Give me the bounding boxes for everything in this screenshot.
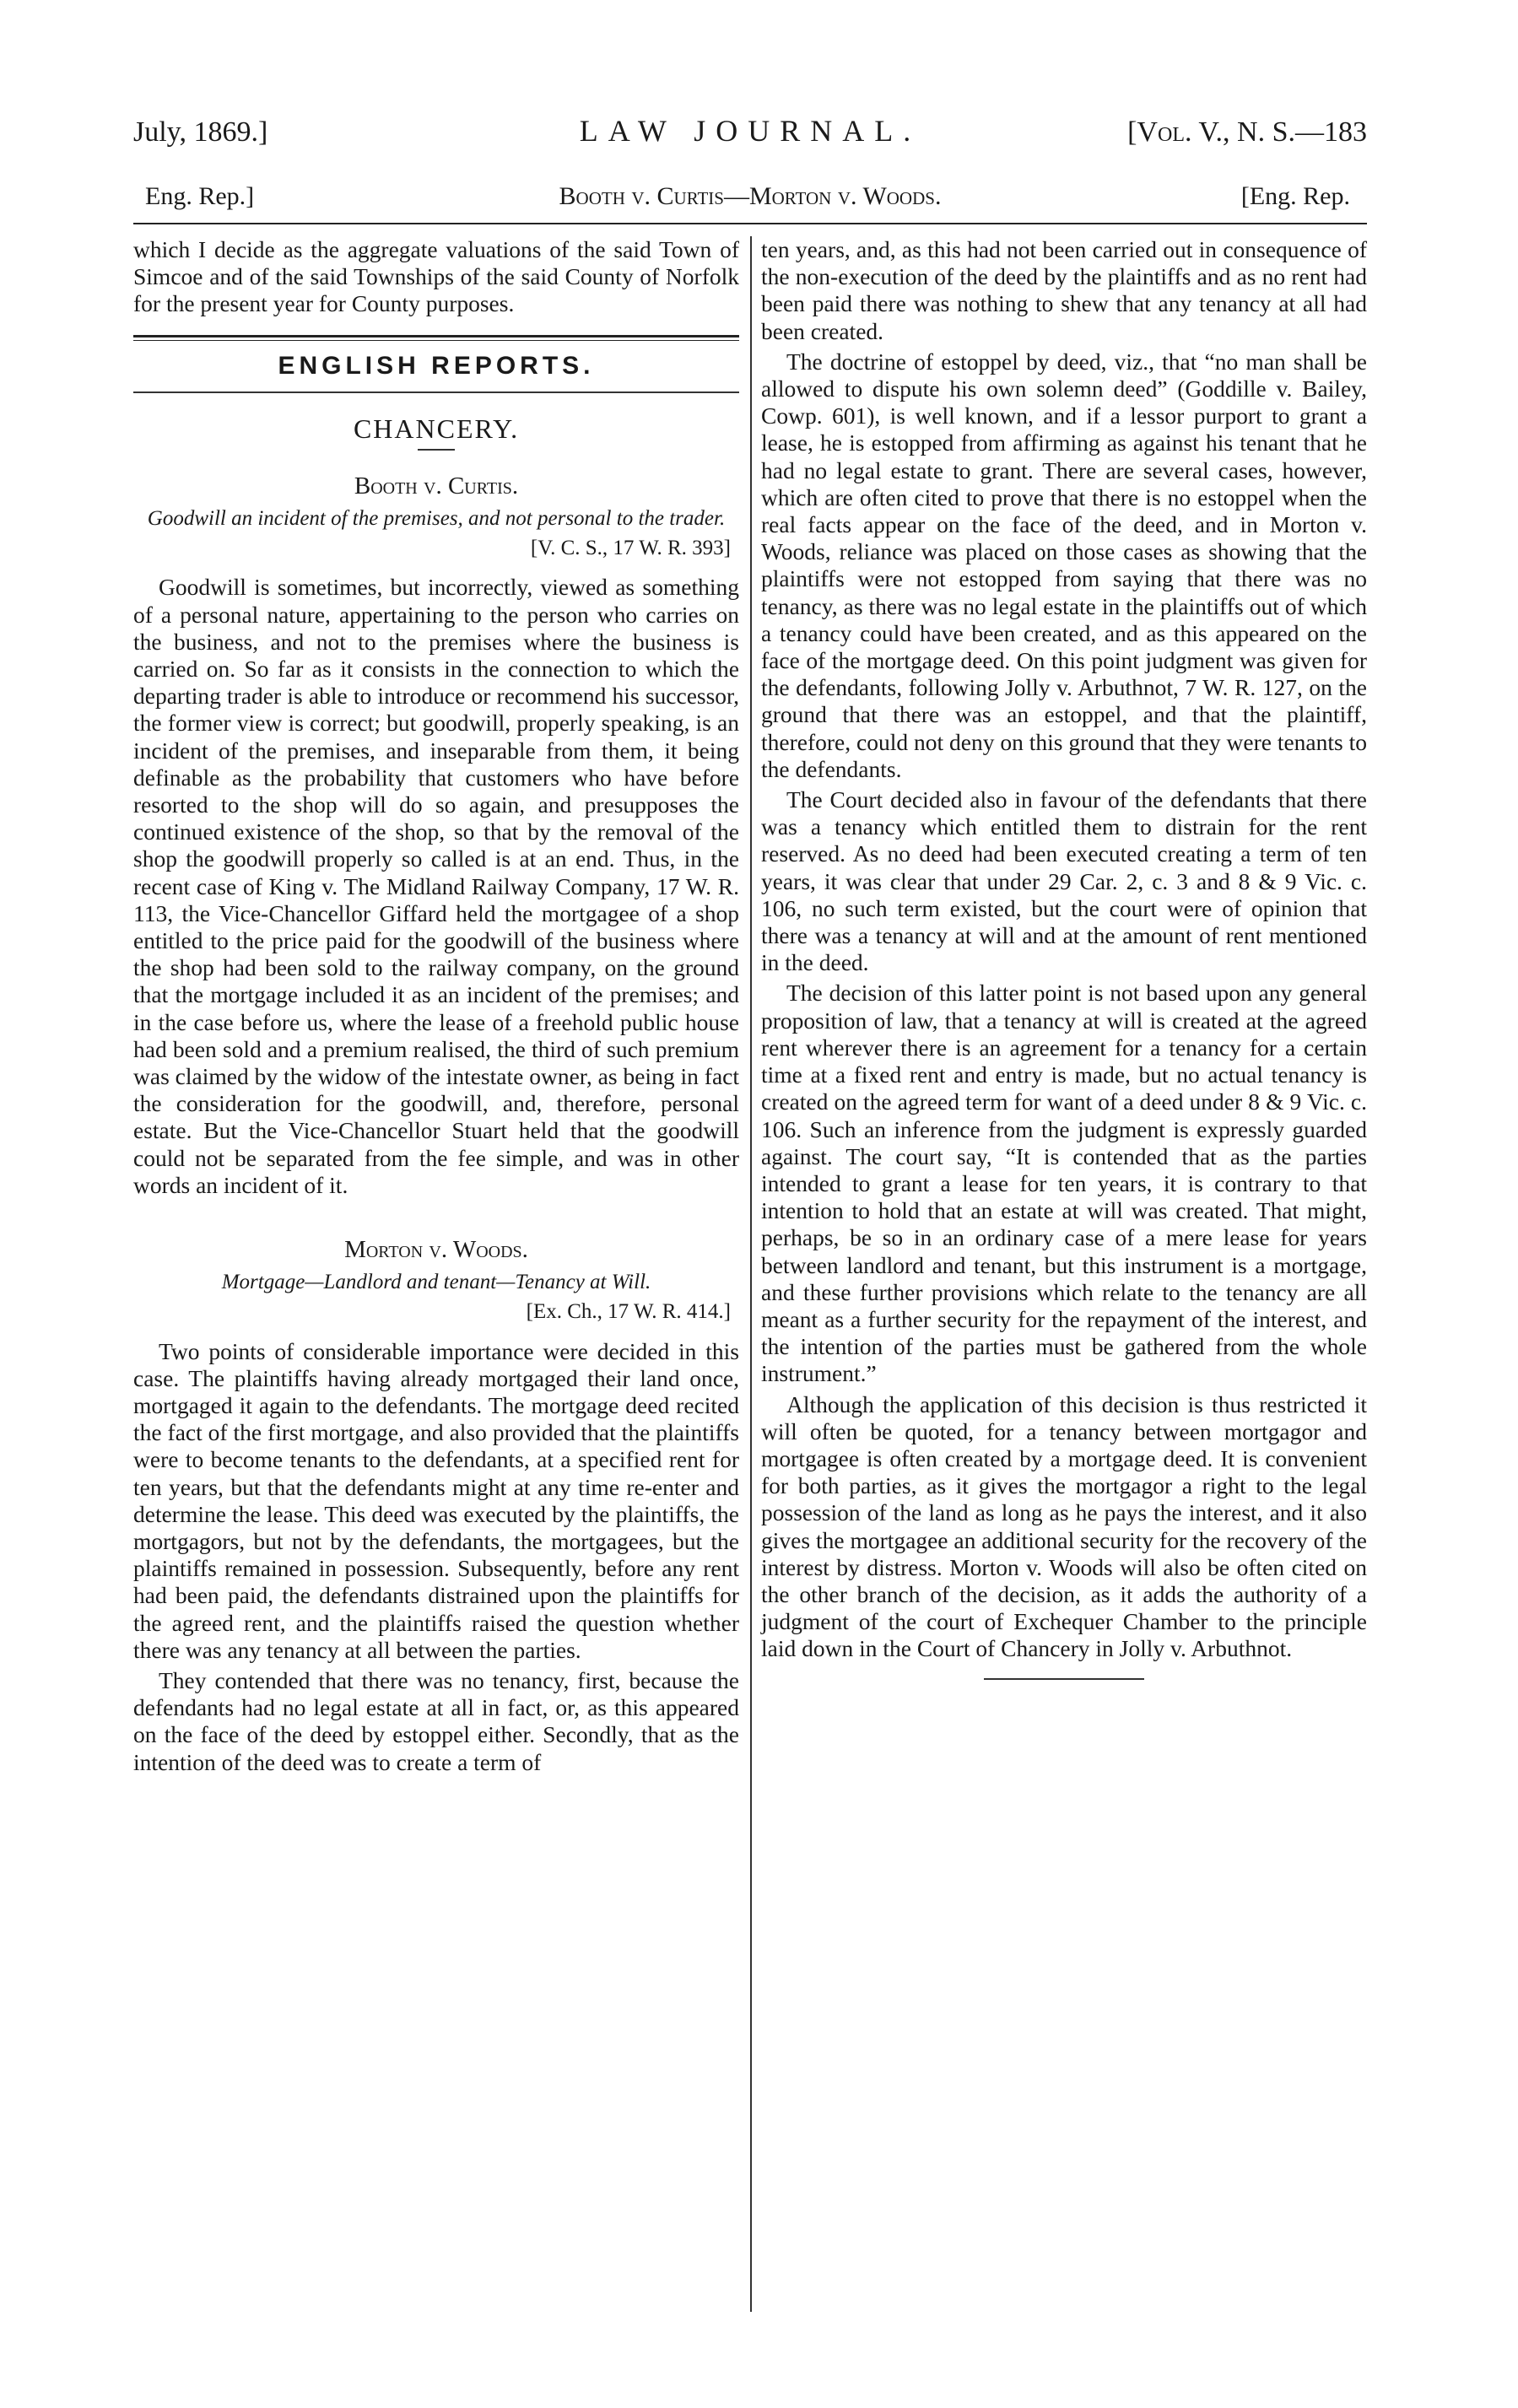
- header-date: July, 1869.]: [133, 116, 268, 148]
- double-rule: [133, 335, 739, 341]
- section-left: Eng. Rep.]: [145, 182, 255, 210]
- case-citation: [Ex. Ch., 17 W. R. 414.]: [526, 1300, 731, 1324]
- running-header: [133, 177, 1367, 219]
- end-rule: [984, 1678, 1144, 1680]
- section-title: ENGLISH REPORTS.: [278, 351, 595, 380]
- header-rule: [133, 223, 1367, 224]
- body-paragraph: The decision of this latter point is not based upon any general proposition of law, that a tenancy at will is created at the agreed rent wherever there is an agreement for a tenancy for a certain time at a fixed rent and entry is made, but no actual tenancy is created on the agreed term for want of a deed under 8 & 9 Vic. c. 106. Such an inference from the judgment is expressly guarded against. The court say, “It is contended that as the parties intended to grant a lease for ten years, it is contrary to that intention to hold that an estate at will was created. That might, perhaps, be so in an ordinary case of a mere lease for years between landlord and tenant, but this instrument is a mortgage, and these further provisions which relate to the tenancy are all meant as a further security for the repayment of the interest, and the intention of the parties must be gathered from the whole instrument.”: [761, 980, 1367, 1387]
- body-paragraph: Although the application of this decision is thus restricted it will often be quoted, for a tenancy between mortgagor and mortgagee is often created by a mortgage deed. It is convenient for both parties, as it gives the mortgagor a right to the legal possession of the land as long as he pays the interest, and it also gives the mortgagee an additional security for the recovery of the interest by distress. Morton v. Woods will also be often cited on the other branch of the decision, as it adds the authority of a judgment of the court of Exchequer Chamber to the principle laid down in the Court of Chancery in Jolly v. Arbuthnot.: [761, 1390, 1367, 1662]
- case-title: Morton v. Woods.: [344, 1236, 528, 1264]
- left-column: [133, 236, 739, 1779]
- case-headnote: Goodwill an incident of the premises, and not personal to the trader.: [147, 507, 726, 531]
- short-rule: [418, 449, 455, 451]
- journal-title: LAW JOURNAL.: [579, 114, 921, 148]
- opening-paragraph: which I decide as the aggregate valuations of the said Town of Simcoe and of the said Townships of the said County of Norfolk for the present year for County purposes.: [133, 236, 739, 317]
- case-title: Booth v. Curtis.: [354, 472, 519, 500]
- section-rule: [133, 391, 739, 393]
- case-citation: [V. C. S., 17 W. R. 393]: [530, 537, 731, 560]
- case-paragraph: Two points of considerable importance were decided in this case. The plaintiffs having already mortgaged their land once, mortgaged it again to the defendants. The mortgage deed recited the fact of the first mortgage, and also provided that the plaintiffs were to become tenants to the defendants, at a specified rent for ten years, but that the defendants might at any time re-enter and determine the lease. This deed was executed by the plaintiffs, the mortgagors, but not by the defendants, the mortgagees, but the plaintiffs remained in possession. Subsequently, before any rent had been paid, the defendants distrained upon the plaintiffs for the agreed rent, and the plaintiffs raised the question whether there was any tenancy at all between the parties.: [133, 1337, 739, 1663]
- column-divider: [750, 236, 752, 2312]
- spacer: [133, 1202, 739, 1236]
- case-paragraph: Goodwill is sometimes, but incorrectly, viewed as something of a personal nature, appertaining to the person who carries on the business, and not to the premises where the business is carried on. So far as it consists in the connection to which the departing trader is able to introduce or recommend his successor, the former view is correct; but goodwill, properly speaking, is an incident of the premises, and inseparable from them, it being definable as the probability that customers who have before resorted to the shop will do so again, and presupposes the continued existence of the shop, so that by the removal of the shop the goodwill properly so called is at an end. Thus, in the recent case of King v. The Midland Railway Company, 17 W. R. 113, the Vice-Chancellor Giffard held the mortgagee of a shop entitled to the price paid for the goodwill of the business where the shop had been sold to the railway company, on the ground that the mortgage included it as an incident of the premises; and in the case before us, where the lease of a freehold public house had been sold and a premium realised, the third of such premium was claimed by the widow of the intestate owner, as being in fact the consideration for the goodwill, and, therefore, personal estate. But the Vice-Chancellor Stuart held that the goodwill could not be separated from the fee simple, and was in other words an incident of it.: [133, 574, 739, 1198]
- section-right: [Eng. Rep.: [1240, 182, 1350, 210]
- court-heading: CHANCERY.: [353, 413, 520, 444]
- journal-page: [133, 110, 1367, 2320]
- running-title: Booth v. Curtis—Morton v. Woods.: [559, 182, 942, 210]
- case-headnote: Mortgage—Landlord and tenant—Tenancy at Will.: [221, 1271, 651, 1294]
- body-paragraph: The Court decided also in favour of the defendants that there was a tenancy which entitled them to distrain for the rent reserved. As no deed had been executed creating a term of ten years, it was clear that under 29 Car. 2, c. 3 and 8 & 9 Vic. c. 106, no such term existed, but the court were of opinion that there was a tenancy at will and at the amount of rent mentioned in the deed.: [761, 786, 1367, 976]
- header-volume: [Vol. V., N. S.—183: [1127, 116, 1367, 148]
- case-paragraph: They contended that there was no tenancy, first, because the defendants had no legal estate at all in fact, or, as this appeared on the face of the deed by estoppel either. Secondly, that as the intention of the deed was to create a term of: [133, 1666, 739, 1775]
- page-header: [133, 110, 1367, 160]
- right-column: [761, 236, 1367, 1680]
- body-paragraph: ten years, and, as this had not been carried out in consequence of the non-execution of the deed by the plaintiffs and as no rent had been paid there was nothing to shew that any tenancy at all had been created.: [761, 236, 1367, 344]
- body-paragraph: The doctrine of estoppel by deed, viz., that “no man shall be allowed to dispute his own solemn deed” (Goddille v. Bailey, Cowp. 601), is well known, and if a lessor purport to grant a lease, he is estopped from affirming as against his tenant that he had no legal estate to grant. There are several cases, however, which are often cited to prove that there is no estoppel when the real facts appear on the face of the deed, and in Morton v. Woods, reliance was placed on those cases as showing that the plaintiffs were not estopped from saying that there was no tenancy, as there was no legal estate in the plaintiffs out of which a tenancy could have been created, and as this appeared on the face of the mortgage deed. On this point judgment was given for the defendants, following Jolly v. Arbuthnot, 7 W. R. 127, on the ground that there was an estoppel, and that the plaintiff, therefore, could not deny on this ground that they were tenants to the defendants.: [761, 348, 1367, 782]
